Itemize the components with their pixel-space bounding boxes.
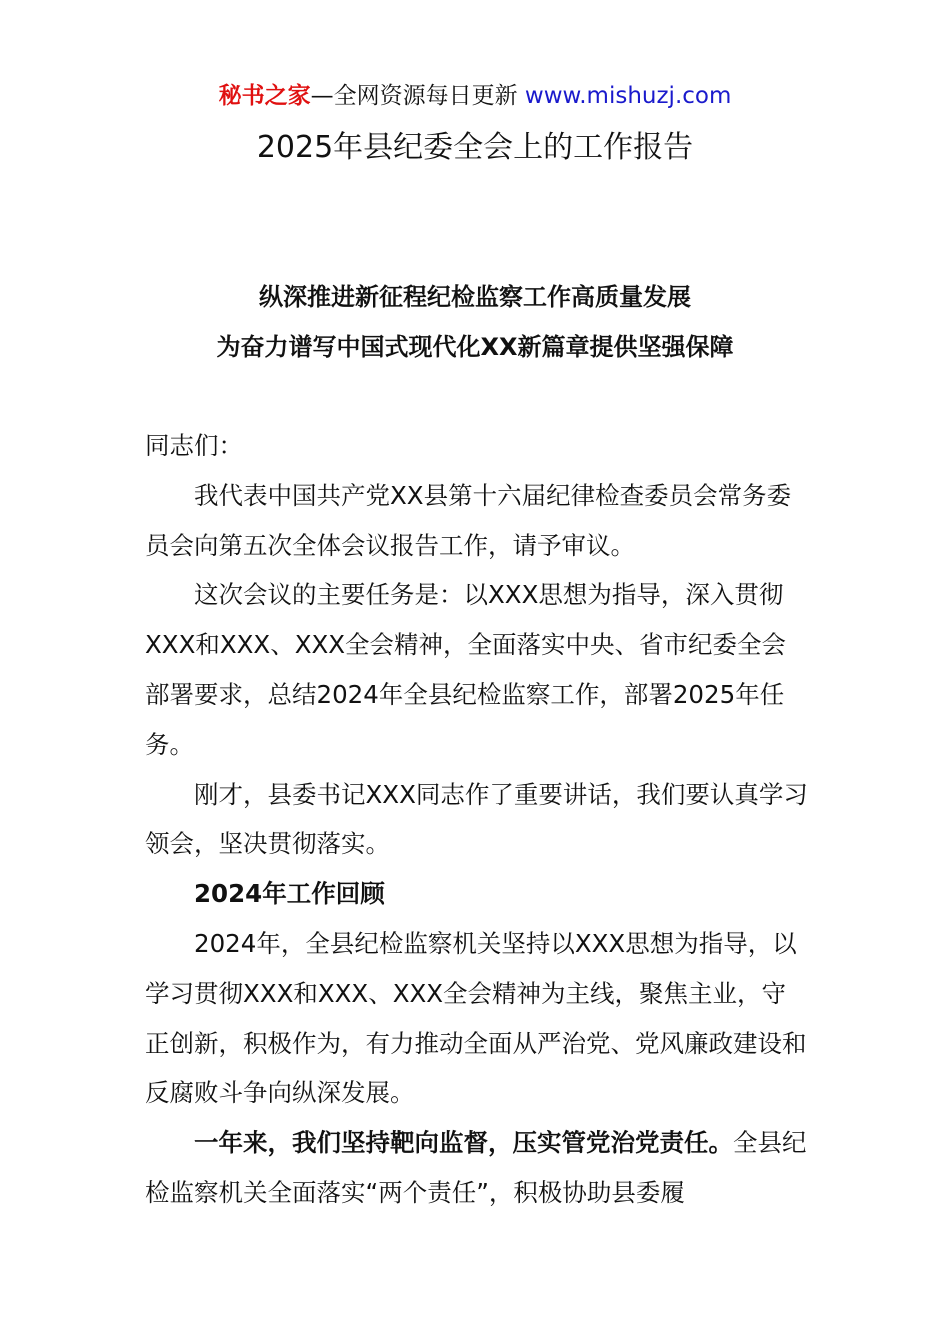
section-heading: 2024年工作回顾: [194, 879, 385, 909]
site-url-link[interactable]: www.mishuzj.com: [524, 83, 732, 109]
paragraph: 刚才，县委书记XXX同志作了重要讲话，我们要认真学习领会，坚决贯彻落实。: [145, 779, 808, 859]
site-banner: [0, 80, 950, 112]
paragraph: [145, 1118, 810, 1218]
site-name: 秘书之家: [218, 83, 311, 109]
paragraph-text: 全县纪检监察机关全面落实“两个责任”，积极协助县委履: [145, 1128, 807, 1207]
report-subtitle-line-2: 为奋力谱写中国式现代化XX新篇章提供坚强保障: [216, 333, 734, 361]
site-tagline: —全网资源每日更新: [310, 83, 525, 109]
document-title: 2025年县纪委全会上的工作报告: [256, 130, 694, 165]
report-subtitle-line-1: 纵深推进新征程纪检监察工作高质量发展: [259, 283, 691, 311]
salutation: 同志们：: [145, 431, 243, 460]
paragraph: 2024年，全县纪检监察机关坚持以XXX思想为指导，以学习贯彻XXX和XXX、XXX全会精神为主线，聚焦主业，守正创新，积极作为，有力推动全面从严治党、党风廉政建设和反腐败斗争向纵深发展。: [145, 928, 807, 1108]
paragraph: 我代表中国共产党XX县第十六届纪律检查委员会常务委员会向第五次全体会议报告工作，请予审议。: [145, 480, 792, 560]
paragraph-lead-sentence: 一年来，我们坚持靶向监督，压实管党治党责任。: [194, 1128, 733, 1158]
paragraph: 这次会议的主要任务是：以XXX思想为指导，深入贯彻XXX和XXX、XXX全会精神，全面落实中央、省市纪委全会部署要求，总结2024年全县纪检监察工作，部署2025年任务。: [145, 580, 787, 759]
document-body: [145, 421, 810, 1218]
